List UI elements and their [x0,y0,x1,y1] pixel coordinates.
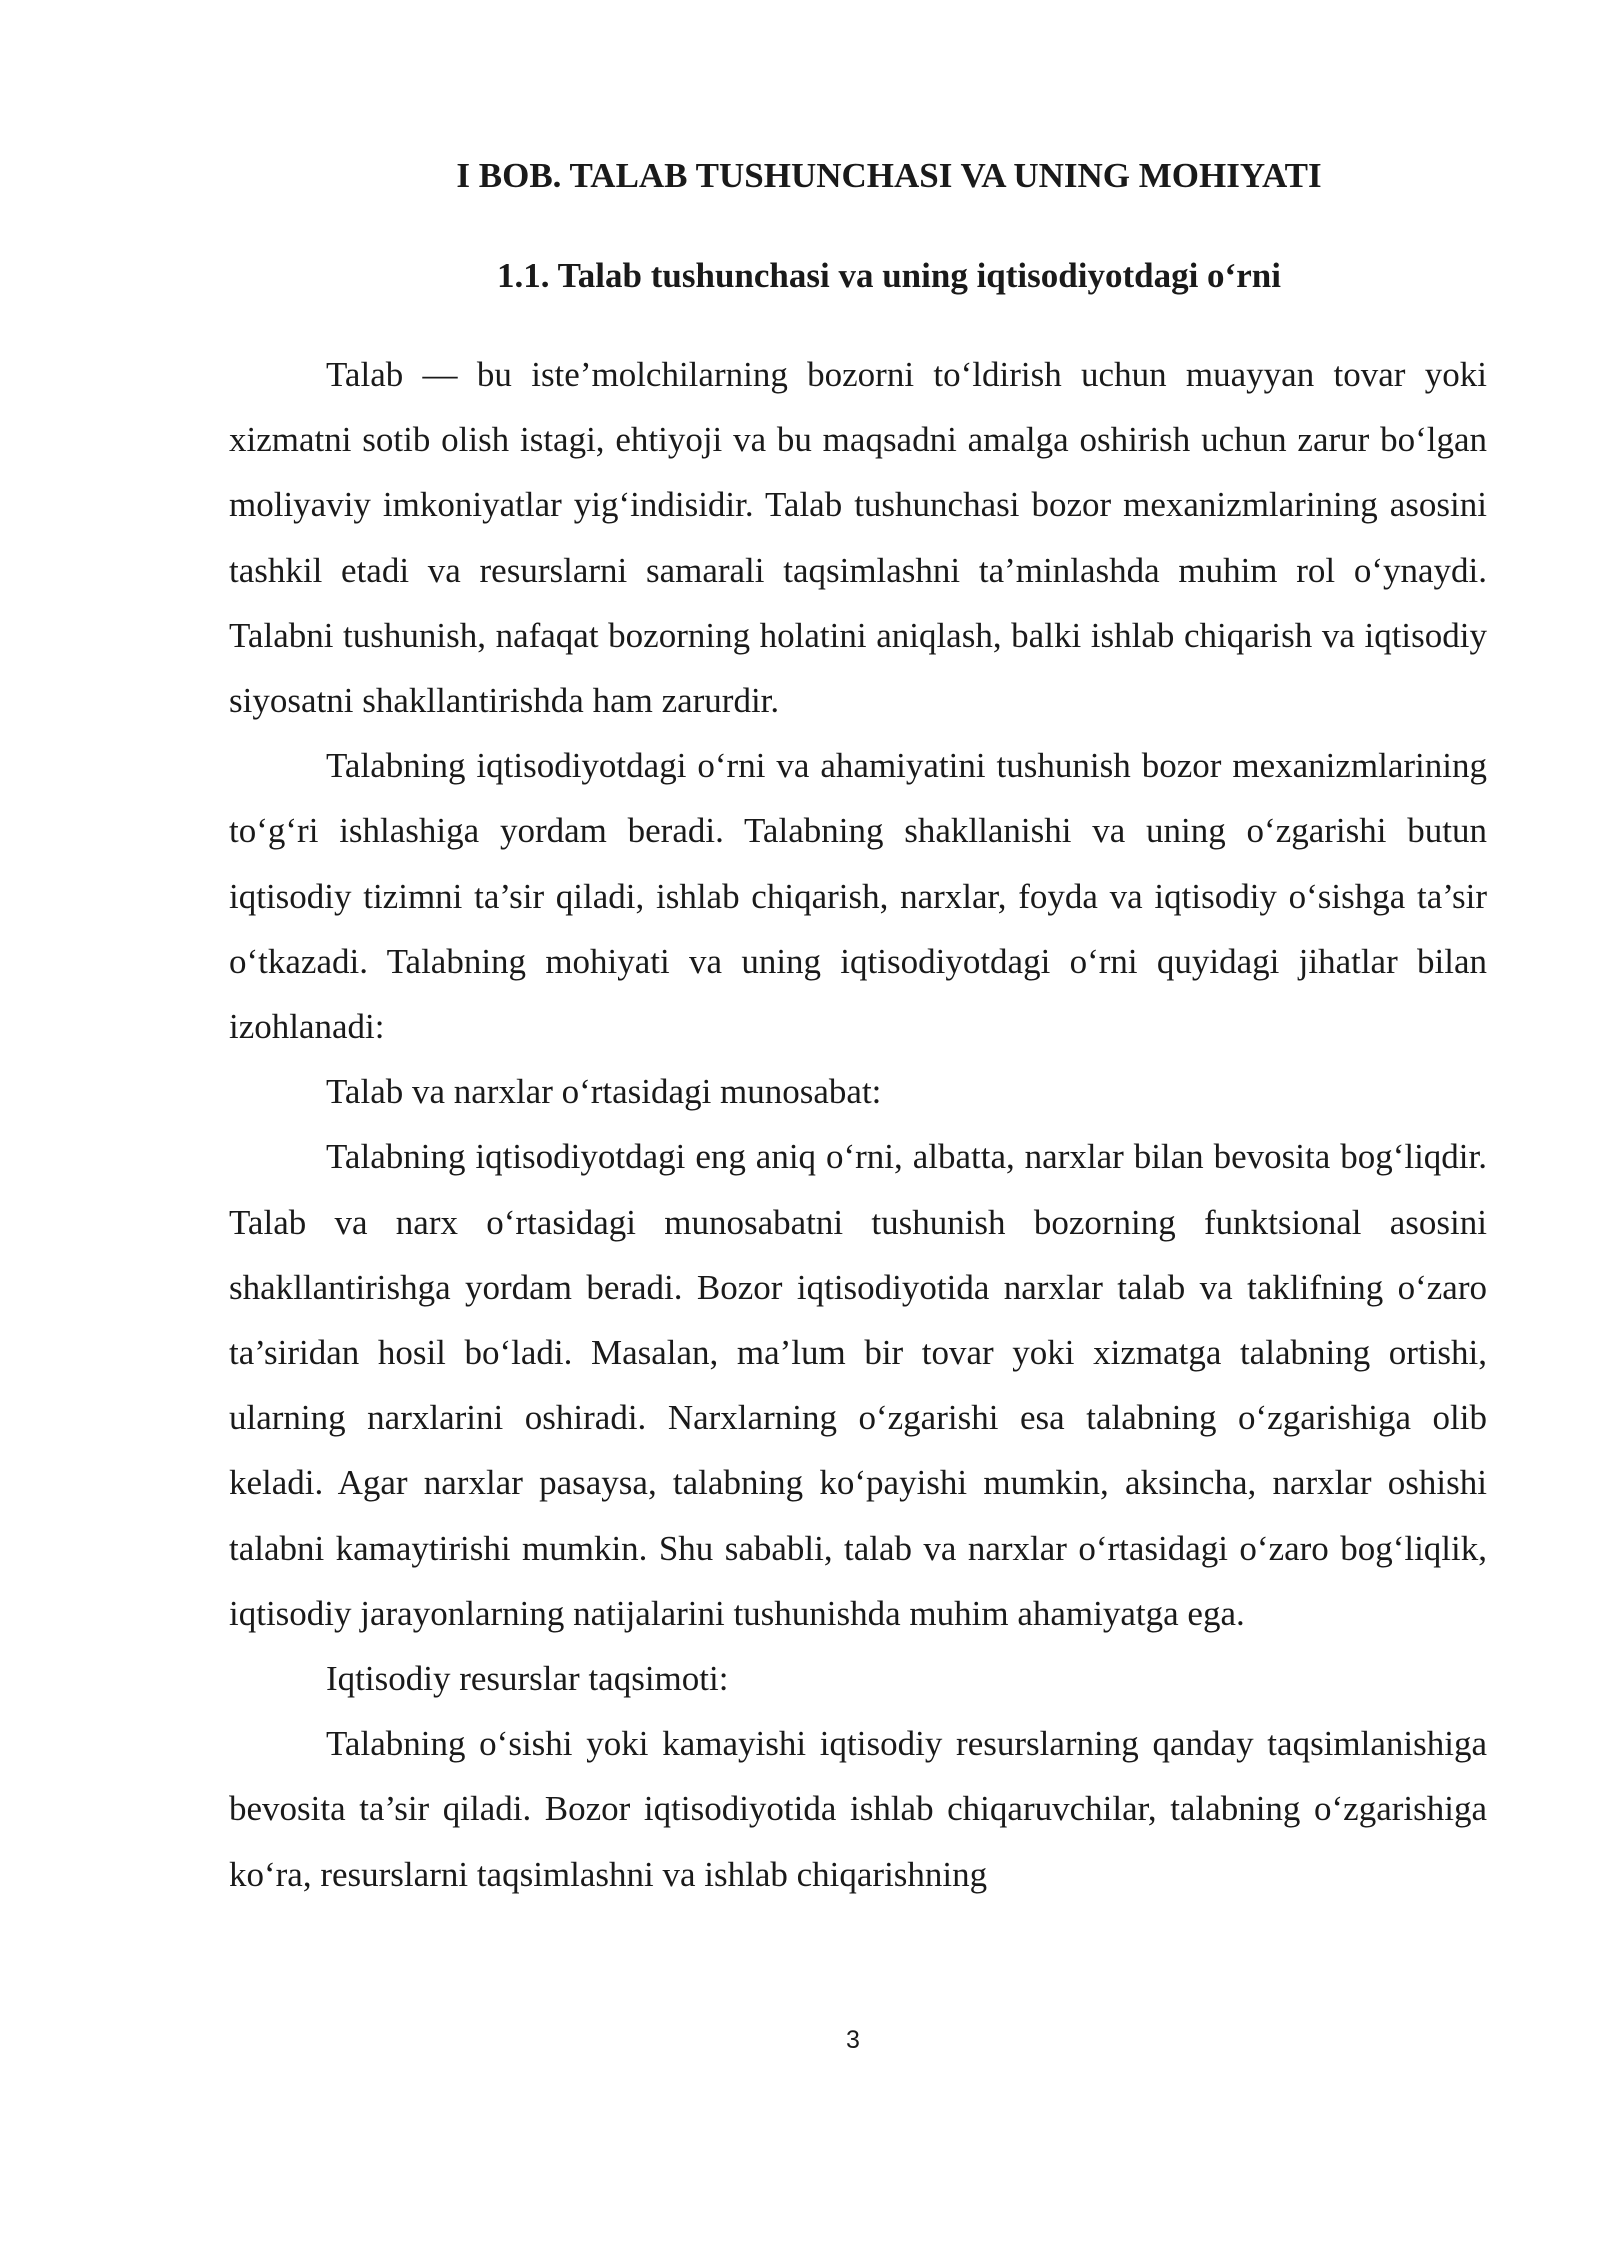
section-title: 1.1. Talab tushunchasi va uning iqtisodiyotdagi o‘rni [497,256,1281,295]
paragraph: Talab va narxlar o‘rtasidagi munosabat: [326,1072,882,1112]
paragraph: Talabning iqtisodiyotdagi o‘rni va ahamiyatini tushunish bozor mexanizmlarining to‘g‘ri ishlashiga yordam beradi. Talabning shakllanishi va uning o‘zgarishi butun iqtisodiy tizimni ta’sir qiladi, ishlab chiqarish, narxlar, foyda va iqtisodiy o‘sishga ta’sir o‘tkazadi. Talabning mohiyati va uning iqtisodiyotdagi o‘rni quyidagi jihatlar bilan izohlanadi: [229,746,1487,1047]
page-number: 3 [846,2026,860,2054]
paragraph: Talabning iqtisodiyotdagi eng aniq o‘rni, albatta, narxlar bilan bevosita bog‘liqdir. Talab va narx o‘rtasidagi munosabatni tushunish bozorning funktsional asosini shakllantirishga yordam beradi. Bozor iqtisodiyotida narxlar talab va taklifning o‘zaro ta’siridan hosil bo‘ladi. Masalan, ma’lum bir tovar yoki xizmatga talabning ortishi, ularning narxlarini oshiradi. Narxlarning o‘zgarishi esa talabning o‘zgarishiga olib keladi. Agar narxlar pasaysa, talabning ko‘payishi mumkin, aksincha, narxlar oshishi talabni kamaytirishi mumkin. Shu sababli, talab va narxlar o‘rtasidagi o‘zaro bog‘liqlik, iqtisodiy jarayonlarning natijalarini tushunishda muhim ahamiyatga ega. [229,1137,1487,1633]
paragraph: Iqtisodiy resurslar taqsimoti: [326,1659,729,1699]
body-text [229,342,1487,1907]
document-page [229,140,1487,1907]
paragraph: Talabning o‘sishi yoki kamayishi iqtisodiy resurslarning qanday taqsimlanishiga bevosita ta’sir qiladi. Bozor iqtisodiyotida ishlab chiqaruvchilar, talabning o‘zgarishiga ko‘ra, resurslarni taqsimlashni va ishlab chiqarishning [229,1724,1487,1894]
paragraph: Talab — bu iste’molchilarning bozorni to‘ldirish uchun muayyan tovar yoki xizmatni sotib olish istagi, ehtiyoji va bu maqsadni amalga oshirish uchun zarur bo‘lgan moliyaviy imkoniyatlar yig‘indisidir. Talab tushunchasi bozor mexanizmlarining asosini tashkil etadi va resurslarni samarali taqsimlashni ta’minlashda muhim rol o‘ynaydi. Talabni tushunish, nafaqat bozorning holatini aniqlash, balki ishlab chiqarish va iqtisodiy siyosatni shakllantirishda ham zarurdir. [229,355,1487,721]
chapter-title: I BOB. TALAB TUSHUNCHASI VA UNING MOHIYATI [456,156,1322,195]
